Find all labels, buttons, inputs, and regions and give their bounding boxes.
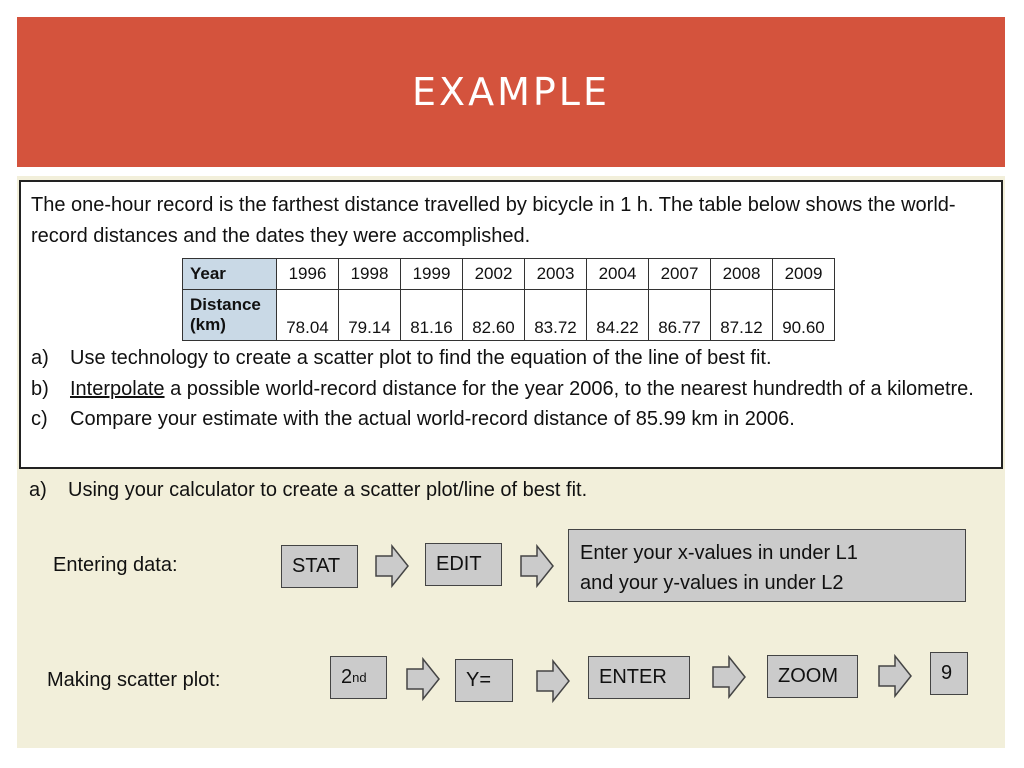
year-header: Year	[183, 259, 277, 290]
distance-cell: 84.22	[587, 290, 649, 341]
record-table	[182, 258, 835, 341]
edit-key: EDIT	[425, 543, 502, 586]
distance-cell: 86.77	[649, 290, 711, 341]
arrow-right-icon	[712, 655, 746, 699]
arrow-right-icon	[375, 544, 409, 588]
slide-title: EXAMPLE	[412, 70, 610, 114]
problem-intro: The one-hour record is the farthest distance travelled by bicycle in 1 h. The table below shows the world-record distances and the dates they were accomplished.	[31, 194, 956, 247]
stat-key: STAT	[281, 545, 358, 588]
year-cell: 2009	[773, 259, 835, 290]
part-a	[31, 343, 995, 374]
distance-cell: 83.72	[525, 290, 587, 341]
enter-values-note	[568, 529, 966, 602]
scatter-plot-label: Making scatter plot:	[47, 669, 221, 691]
distance-header-line2: (km)	[190, 315, 226, 334]
year-cell: 1996	[277, 259, 339, 290]
nine-key: 9	[930, 652, 968, 695]
distance-header	[183, 290, 277, 341]
year-cell: 1998	[339, 259, 401, 290]
part-b-content	[70, 374, 995, 405]
year-cell: 2003	[525, 259, 587, 290]
zoom-key: ZOOM	[767, 655, 858, 698]
second-key	[330, 656, 387, 699]
part-a-label: a)	[31, 347, 49, 369]
part-c-label: c)	[31, 408, 48, 430]
part-c	[31, 404, 995, 435]
note-line-2: and your y-values in under L2	[580, 572, 844, 594]
title-bar	[17, 17, 1005, 167]
part-a-text: Use technology to create a scatter plot to find the equation of the line of best fit.	[70, 347, 772, 369]
distance-cell: 79.14	[339, 290, 401, 341]
second-key-base: 2	[341, 666, 353, 688]
entering-data-label: Entering data:	[53, 554, 178, 576]
year-row	[183, 259, 835, 290]
question-parts	[31, 343, 995, 435]
distance-cell: 82.60	[463, 290, 525, 341]
arrow-right-icon	[536, 659, 570, 703]
distance-cell: 87.12	[711, 290, 773, 341]
distance-row	[183, 290, 835, 341]
part-b	[31, 374, 995, 405]
year-cell: 2008	[711, 259, 773, 290]
year-cell: 2007	[649, 259, 711, 290]
year-cell: 2002	[463, 259, 525, 290]
y-equals-key: Y=	[455, 659, 513, 702]
enter-key: ENTER	[588, 656, 690, 699]
interpolate-term: Interpolate	[70, 377, 165, 400]
distance-header-line1: Distance	[190, 295, 261, 314]
part-c-text: Compare your estimate with the actual world-record distance of 85.99 km in 2006.	[70, 408, 795, 430]
distance-cell: 90.60	[773, 290, 835, 341]
distance-cell: 78.04	[277, 290, 339, 341]
year-cell: 1999	[401, 259, 463, 290]
arrow-right-icon	[878, 654, 912, 698]
arrow-right-icon	[520, 544, 554, 588]
second-key-sup: nd	[352, 670, 367, 685]
answer-a	[29, 479, 587, 502]
part-b-text: a possible world-record distance for the year 2006, to the nearest hundredth of a kilometre.	[164, 377, 974, 400]
part-b-label: b)	[31, 377, 49, 400]
arrow-right-icon	[406, 657, 440, 701]
answer-a-text: Using your calculator to create a scatter plot/line of best fit.	[68, 479, 588, 501]
problem-box	[19, 180, 1003, 469]
year-cell: 2004	[587, 259, 649, 290]
distance-cell: 81.16	[401, 290, 463, 341]
note-line-1: Enter your x-values in under L1	[580, 542, 858, 564]
answer-a-label: a)	[29, 479, 47, 501]
